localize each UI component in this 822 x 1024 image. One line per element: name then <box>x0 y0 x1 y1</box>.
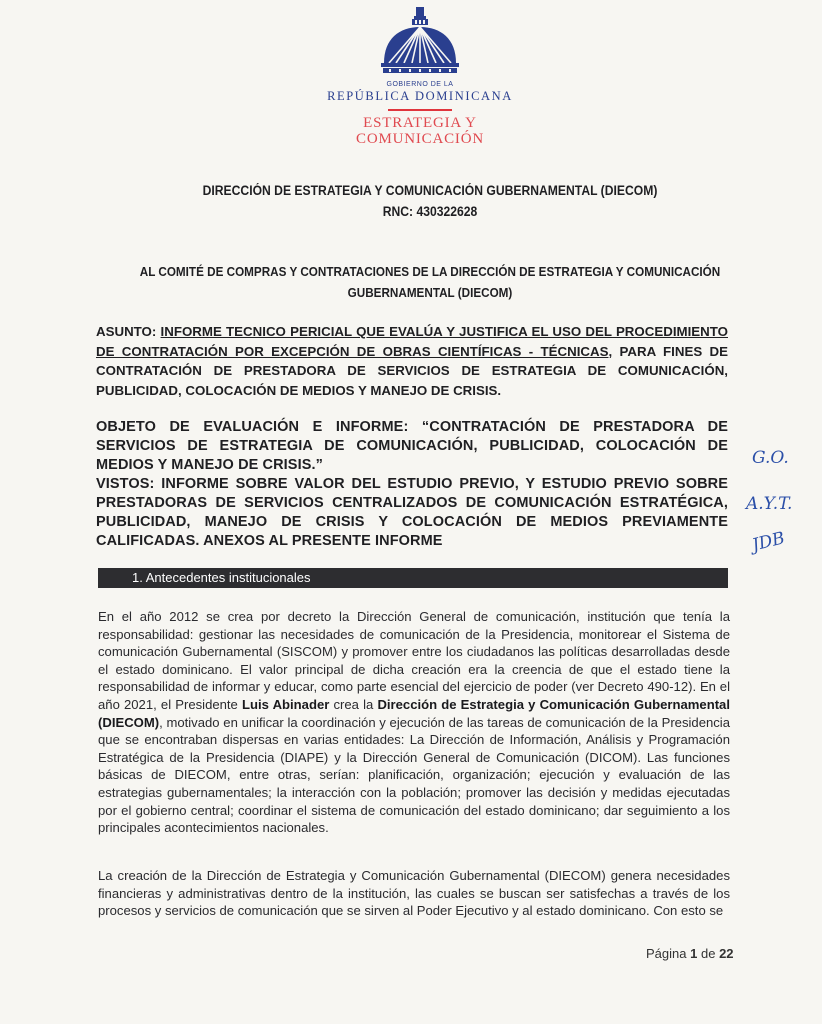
subject-underlined-text: INFORME TECNICO PERICIAL QUE EVALÚA Y JUSTIFICA EL USO DEL PROCEDIMIENTO DE CONTRATACIÓN POR EXCEPCIÓN DE OBRAS CIENTÍFICAS - TÉCNICAS <box>96 324 728 359</box>
letterhead-logo <box>320 5 520 147</box>
section-title: 1. Antecedentes institucionales <box>132 570 311 585</box>
page-label: Página <box>646 946 687 961</box>
page-total: 22 <box>719 946 734 961</box>
page-of: de <box>700 946 716 961</box>
diecom-name: Dirección de Estrategia y Comunicación Gubernamental (DIECOM) <box>98 696 730 730</box>
paragraph1-text-c: , motivado en unificar la coordinación y ejecución de las tareas de comunicación de la Presidencia que se encontraban dispersas en varias entidades: La Dirección de Información, Análisis y Programación Estratégica de la Presidencia (DIAPE) y la Dirección General de Comunicación (DICOM). Las funciones básicas de DIECOM, entre otras, serían: planificación, organización; ejecución y evaluación de las estrategias gubernamentales; la interacción con la población; promover las decisión y medidas ejecutadas por el gobierno central; coordinar el sistema de comunicación del estado dominicano; dar seguimiento a los principales acontecimientos nacionales. <box>98 714 730 836</box>
body-paragraph-2: La creación de la Dirección de Estrategia y Comunicación Gubernamental (DIECOM) genera necesidades financieras y administrativas dentro de la institución, las cuales se buscan ser satisfechas a través de los procesos y servicios de comunicación que se sirven al Poder Ejecutivo y al estado dominicano. Con esto se <box>98 868 730 919</box>
vistos-text: VISTOS: INFORME SOBRE VALOR DEL ESTUDIO PREVIO, Y ESTUDIO PREVIO SOBRE PRESTADORAS DE SERVICIOS CENTRALIZADOS DE COMUNICACIÓN ESTRATÉGICA, PUBLICIDAD, MANEJO DE CRISIS Y COLOCACIÓN DE MEDIOS PREVIAMENTE CALIFICADAS. ANEXOS AL PRESENTE INFORME <box>96 476 728 549</box>
evaluation-object-text: OBJETO DE EVALUACIÓN E INFORME: “CONTRATACIÓN DE PRESTADORA DE SERVICIOS DE ESTRATEGIA DE COMUNICACIÓN, PUBLICIDAD, COLOCACIÓN DE MEDIOS Y MANEJO DE CRISIS.” <box>96 419 728 473</box>
document-title <box>97 180 763 222</box>
subject-label: ASUNTO: <box>96 324 157 339</box>
department-name-line2: COMUNICACIÓN <box>356 131 484 147</box>
evaluation-object-block <box>96 418 728 551</box>
letterhead-divider <box>388 109 452 111</box>
addressee-line1: AL COMITÉ DE COMPRAS Y CONTRATACIONES DE LA DIRECCIÓN DE ESTRATEGIA Y COMUNICACIÓN <box>139 264 721 279</box>
paragraph1-text-a: En el año 2012 se crea por decreto la Dirección General de comunicación, institución que tenía la responsabilidad: gestionar las necesidades de comunicación de la Presidencia, monitorear el Sistema de comunicación Gubernamental (SISCOM) y promover entre los ciudadanos las políticas desarrolladas desde el estado dominicano. El valor principal de dicha creación era la creencia de que el estado tiene la responsabilidad de informar y educar, como parte esencial del ejercicio de poder (ver Decreto 490-12). En el año 2021, el Presidente <box>98 609 730 712</box>
government-dome-emblem-icon <box>379 5 461 79</box>
president-name: Luis Abinader <box>242 696 330 712</box>
institution-name: DIRECCIÓN DE ESTRATEGIA Y COMUNICACIÓN GUBERNAMENTAL (DIECOM) <box>202 183 658 198</box>
subject-text: , PARA FINES DE CONTRATACIÓN DE PRESTADORA DE SERVICIOS DE ESTRATEGIA DE COMUNICACIÓN, PUBLICIDAD, COLOCACIÓN DE MEDIOS Y MANEJO DE CRISIS. <box>96 343 728 398</box>
rnc-number: RNC: 430322628 <box>382 204 478 219</box>
subject-block <box>96 322 728 400</box>
government-label-country: REPÚBLICA DOMINICANA <box>327 89 513 103</box>
government-label-small: GOBIERNO DE LA <box>386 81 454 88</box>
handwritten-initials-2: A.Y.T. <box>746 494 793 514</box>
handwritten-initials-3: JDB <box>750 528 787 556</box>
section-header-bar <box>98 568 728 588</box>
handwritten-initials-1: G.O. <box>752 448 789 468</box>
page-number <box>646 946 734 961</box>
addressee-block <box>97 261 763 303</box>
paragraph1-text-b: crea la <box>329 696 378 712</box>
page-current: 1 <box>690 946 698 961</box>
body-paragraph-1 <box>98 608 730 837</box>
addressee-line2: GUBERNAMENTAL (DIECOM) <box>347 285 513 300</box>
department-name-line1: ESTRATEGIA Y <box>363 115 477 131</box>
